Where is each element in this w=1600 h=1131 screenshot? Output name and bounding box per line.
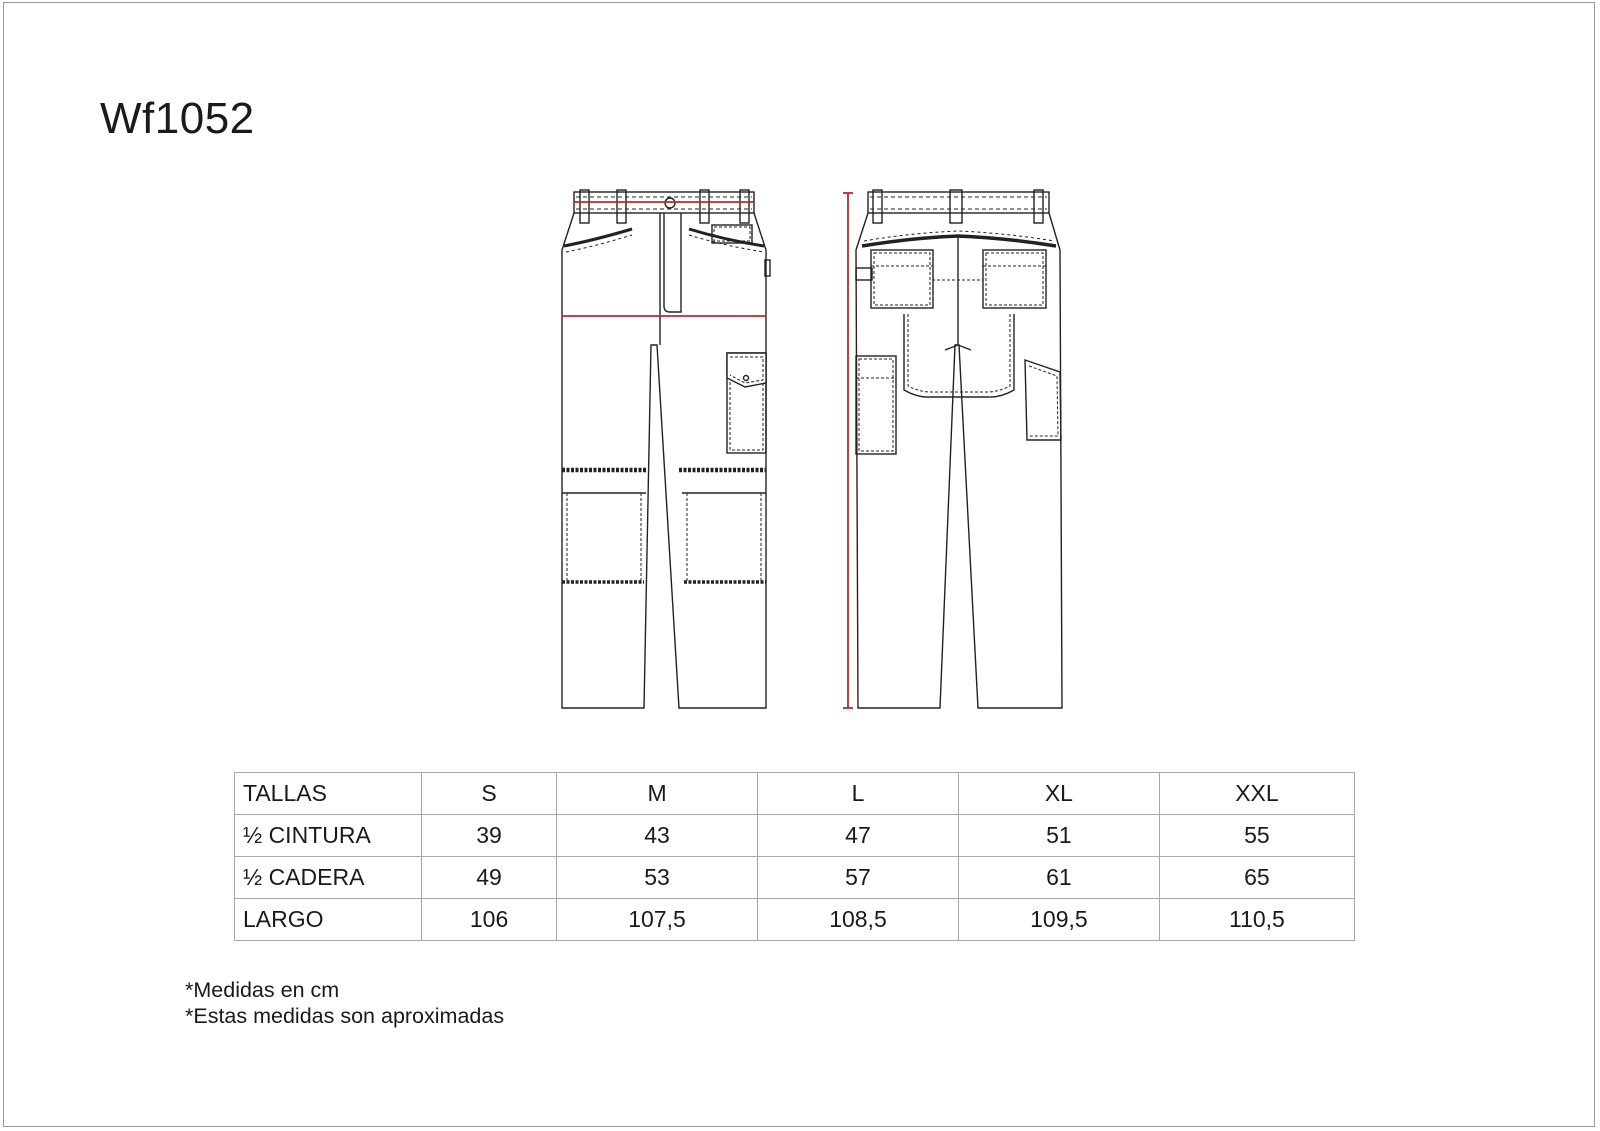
table-cell: 47: [758, 815, 959, 857]
footnote-approximate: *Estas medidas son aproximadas: [185, 1004, 505, 1028]
table-row-label: LARGO: [235, 899, 422, 941]
table-cell: 51: [958, 815, 1159, 857]
table-header-row: [235, 773, 1355, 815]
table-cell: 57: [758, 857, 959, 899]
table-cell: 109,5: [958, 899, 1159, 941]
footnote-units: *Medidas en cm: [185, 978, 340, 1002]
size-column-header: L: [758, 773, 959, 815]
table-cell: 110,5: [1159, 899, 1354, 941]
table-cell: 107,5: [557, 899, 758, 941]
size-column-header: S: [422, 773, 557, 815]
product-code-title: Wf1052: [100, 94, 255, 143]
table-row-label: ½ CADERA: [235, 857, 422, 899]
table-cell: 39: [422, 815, 557, 857]
footnotes: [185, 977, 504, 1029]
table-cell: 106: [422, 899, 557, 941]
table-cell: 55: [1159, 815, 1354, 857]
table-cell: 108,5: [758, 899, 959, 941]
table-cell: 43: [557, 815, 758, 857]
table-cell: 49: [422, 857, 557, 899]
table-row-label: TALLAS: [235, 773, 422, 815]
table-cell: 65: [1159, 857, 1354, 899]
table-row: [235, 899, 1355, 941]
size-column-header: M: [557, 773, 758, 815]
size-column-header: XL: [958, 773, 1159, 815]
size-table: [234, 772, 1355, 941]
size-column-header: XXL: [1159, 773, 1354, 815]
table-row-label: ½ CINTURA: [235, 815, 422, 857]
table-row: [235, 815, 1355, 857]
back-view-pants: [843, 190, 1062, 708]
front-view-pants: [562, 190, 770, 708]
table-cell: 53: [557, 857, 758, 899]
table-row: [235, 857, 1355, 899]
table-cell: 61: [958, 857, 1159, 899]
